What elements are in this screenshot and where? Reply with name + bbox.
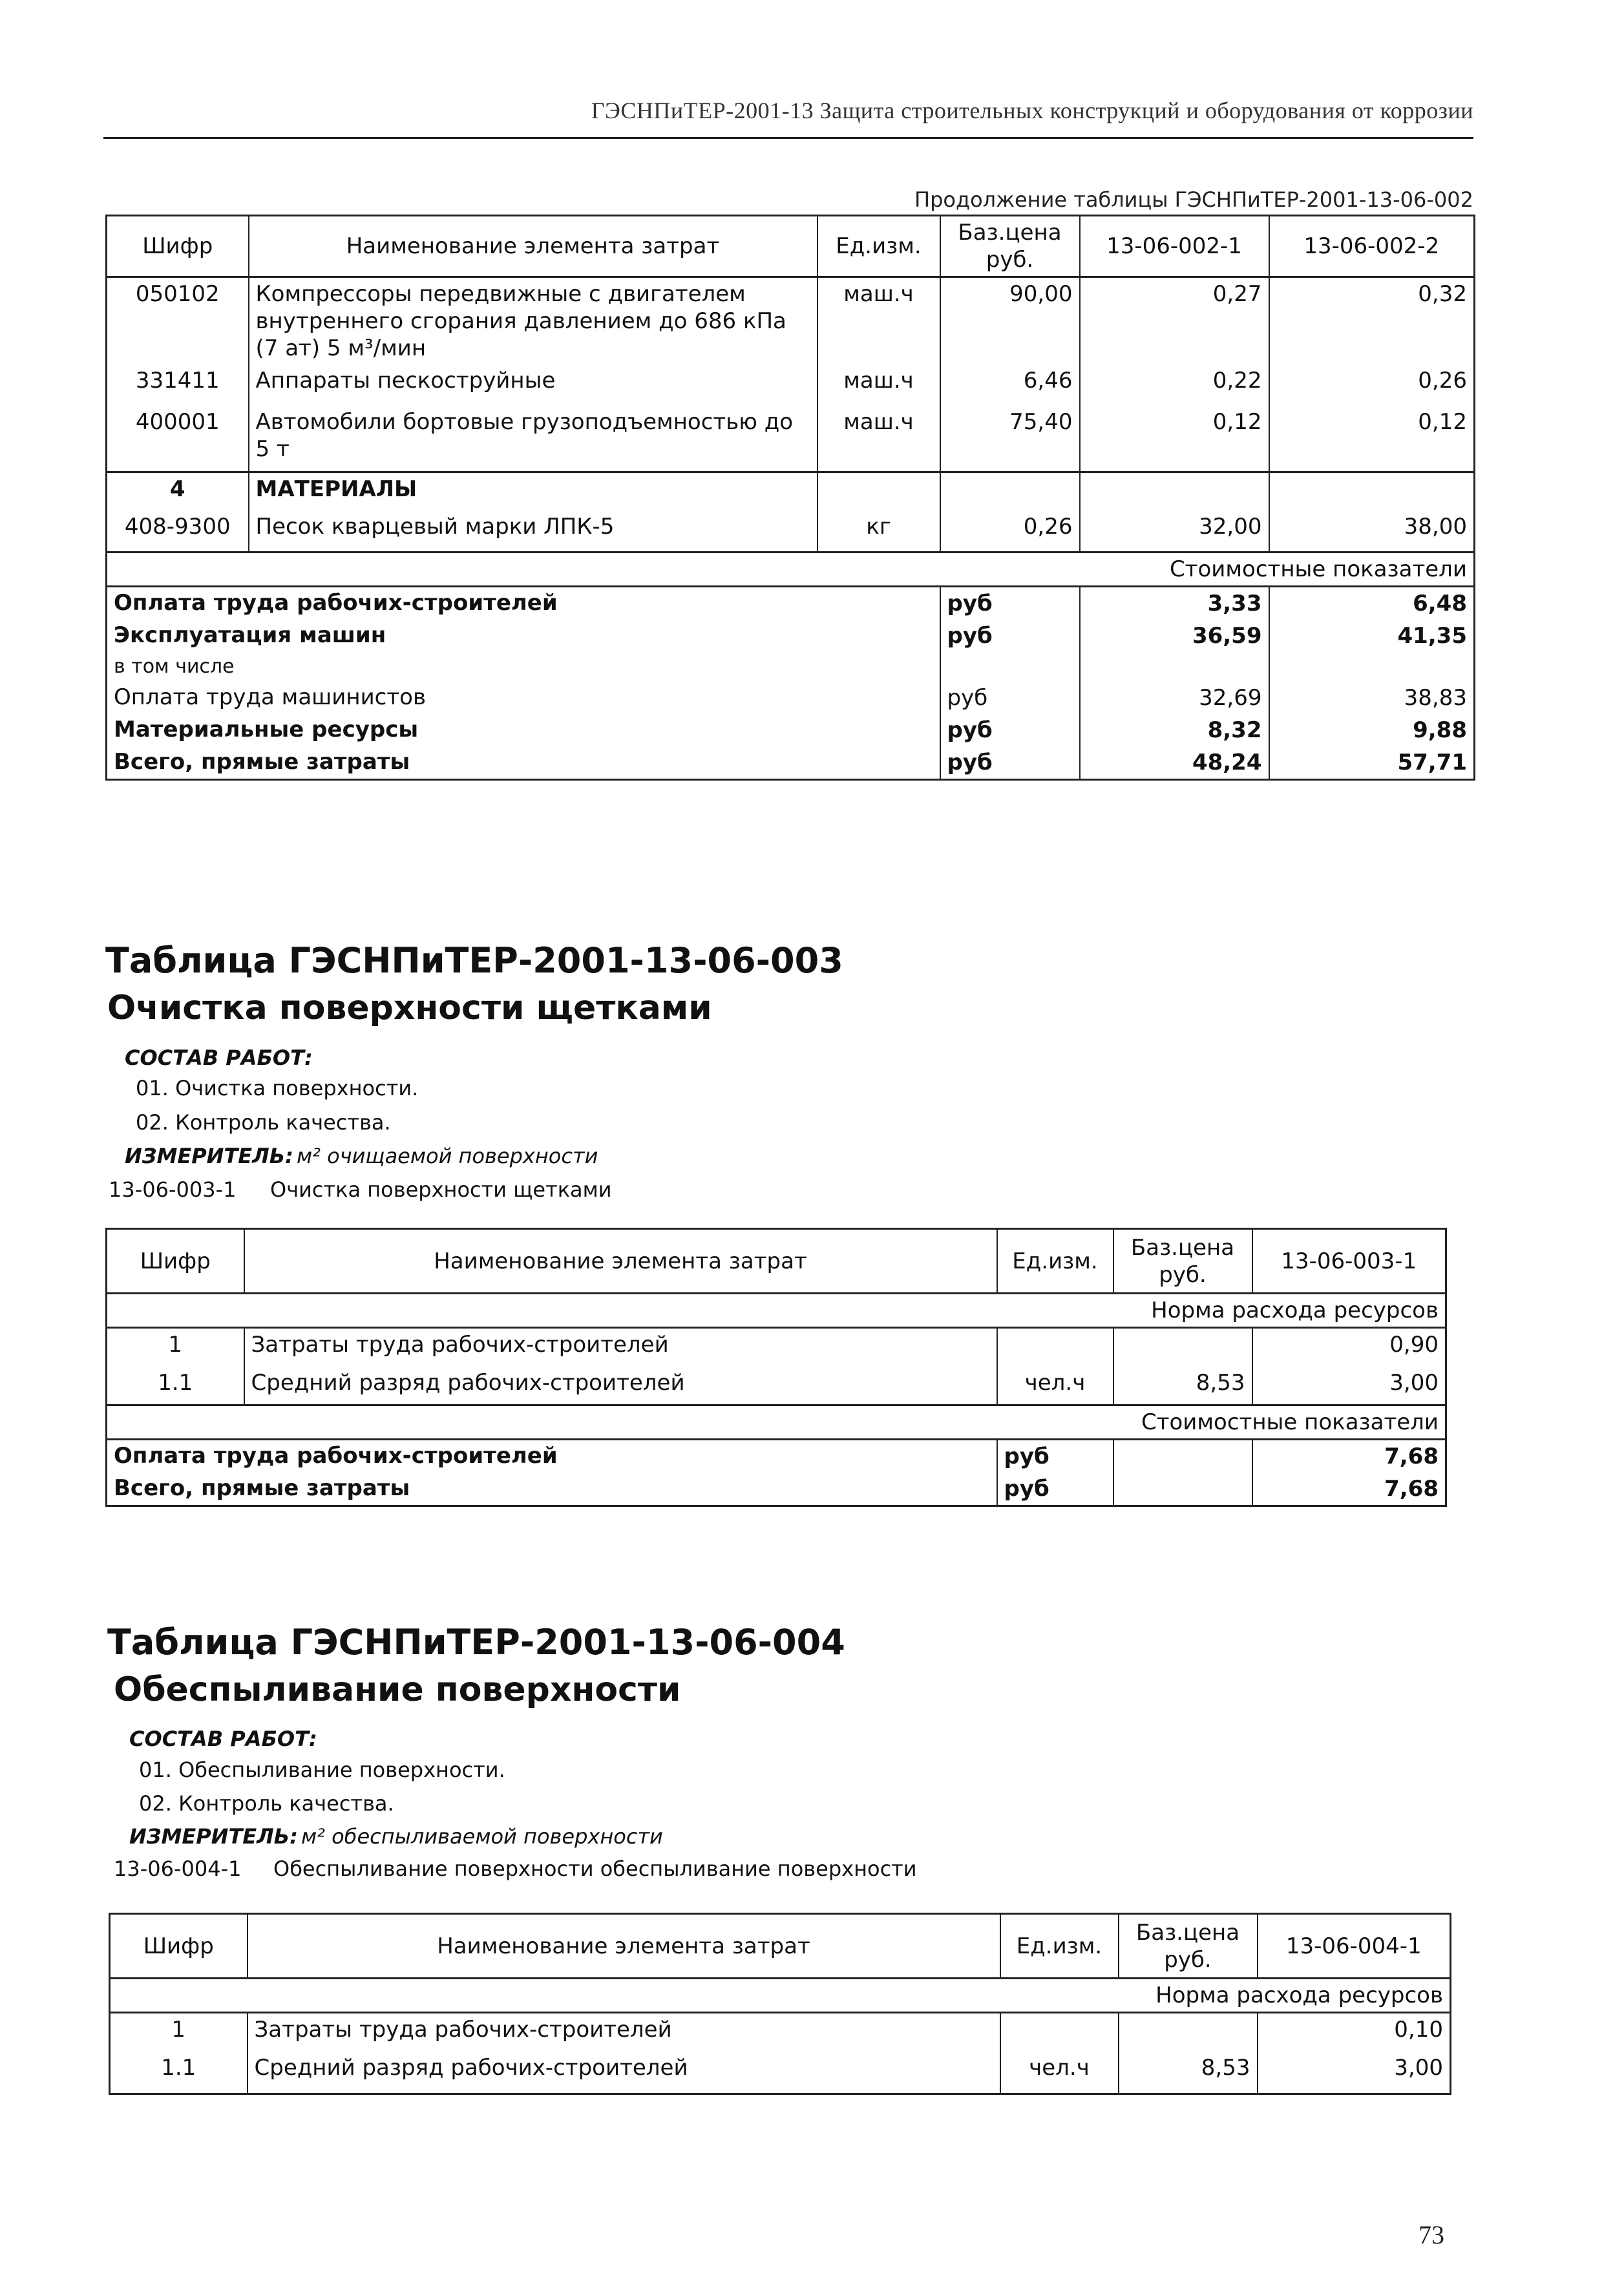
row-value-1: 0,12 xyxy=(1080,406,1269,472)
cost-value-2: 9,88 xyxy=(1269,714,1475,746)
item-name: Очистка поверхности щетками xyxy=(270,1177,612,1202)
col-header-name: Наименование элемента затрат xyxy=(248,1914,1000,1979)
row-code: 331411 xyxy=(107,364,249,406)
norm-header-row xyxy=(110,1979,1451,2013)
row-value-1 xyxy=(1080,472,1269,510)
cost-row xyxy=(107,620,1475,652)
col-header-unit: Ед.изм. xyxy=(1000,1914,1119,1979)
row-name: Автомобили бортовые грузоподъемностью до 5 т xyxy=(249,406,817,472)
row-value-1: 0,90 xyxy=(1252,1328,1446,1367)
row-name: Затраты труда рабочих-строителей xyxy=(244,1328,997,1367)
cost-price xyxy=(1113,1473,1252,1506)
cost-name: в том числе xyxy=(107,652,940,682)
cost-unit: руб xyxy=(940,586,1080,620)
row-unit xyxy=(817,472,940,510)
cost-value-1: 7,68 xyxy=(1252,1473,1446,1506)
cost-name: Оплата труда машинистов xyxy=(107,682,940,714)
row-price: 6,46 xyxy=(940,364,1080,406)
table-header-row xyxy=(107,1229,1446,1294)
row-name: Аппараты пескоструйные xyxy=(249,364,817,406)
cost-value-2: 41,35 xyxy=(1269,620,1475,652)
cost-name: Всего, прямые затраты xyxy=(107,746,940,780)
cost-header-row xyxy=(107,1405,1446,1440)
section-004-title: Таблица ГЭСНПиТЕР-2001-13-06-004 xyxy=(107,1622,845,1663)
work-item: 02. Контроль качества. xyxy=(136,1110,391,1135)
cost-name: Оплата труда рабочих-строителей xyxy=(107,1440,997,1473)
row-code: 4 xyxy=(107,472,249,510)
row-value-1: 0,10 xyxy=(1258,2013,1451,2052)
cost-unit: руб xyxy=(997,1473,1113,1506)
cost-value-1: 32,69 xyxy=(1080,682,1269,714)
row-value-2: 0,12 xyxy=(1269,406,1475,472)
table-row-section xyxy=(107,472,1475,510)
table-13-06-003 xyxy=(105,1228,1447,1507)
cost-value-2: 38,83 xyxy=(1269,682,1475,714)
composition-label: СОСТАВ РАБОТ: xyxy=(129,1727,317,1751)
row-name: Песок кварцевый марки ЛПК-5 xyxy=(249,510,817,552)
meter-line xyxy=(125,1144,598,1168)
cost-name: Всего, прямые затраты xyxy=(107,1473,997,1506)
table-13-06-004 xyxy=(109,1913,1451,2095)
cost-unit: руб xyxy=(940,746,1080,780)
table-row xyxy=(107,1328,1446,1367)
table-header-row xyxy=(107,216,1475,277)
row-code: 1 xyxy=(110,2013,248,2052)
row-code: 050102 xyxy=(107,277,249,365)
running-header: ГЭСНПиТЕР-2001-13 Защита строительных конструкций и оборудования от коррозии xyxy=(103,97,1473,139)
row-price xyxy=(1119,2013,1258,2052)
section-003-subtitle: Очистка поверхности щетками xyxy=(107,989,712,1027)
row-value-1: 3,00 xyxy=(1252,1367,1446,1405)
cost-unit xyxy=(940,652,1080,682)
item-code: 13-06-004-1 xyxy=(114,1856,242,1881)
cost-row xyxy=(107,682,1475,714)
col-header-name: Наименование элемента затрат xyxy=(249,216,817,277)
row-name: МАТЕРИАЛЫ xyxy=(249,472,817,510)
row-price: 8,53 xyxy=(1119,2052,1258,2094)
row-value-1: 32,00 xyxy=(1080,510,1269,552)
cost-price xyxy=(1113,1440,1252,1473)
table-row xyxy=(107,277,1475,365)
col-header-norm-1: 13-06-004-1 xyxy=(1258,1914,1451,1979)
cost-unit: руб xyxy=(940,620,1080,652)
row-name: Средний разряд рабочих-строителей xyxy=(244,1367,997,1405)
cost-row xyxy=(107,586,1475,620)
row-unit xyxy=(997,1328,1113,1367)
row-name: Компрессоры передвижные с двигателем внутреннего сгорания давлением до 686 кПа (7 ат) 5 м³/мин xyxy=(249,277,817,365)
table-continuation-caption: Продолжение таблицы ГЭСНПиТЕР-2001-13-06-002 xyxy=(914,187,1473,212)
cost-name: Оплата труда рабочих-строителей xyxy=(107,586,940,620)
table-row xyxy=(110,2052,1451,2094)
norm-header-row xyxy=(107,1294,1446,1328)
cost-row xyxy=(107,714,1475,746)
table-header-row xyxy=(110,1914,1451,1979)
work-item: 02. Контроль качества. xyxy=(139,1791,394,1816)
col-header-unit: Ед.изм. xyxy=(997,1229,1113,1294)
row-price: 0,26 xyxy=(940,510,1080,552)
section-004-subtitle: Обеспыливание поверхности xyxy=(114,1670,681,1709)
cost-value-1: 3,33 xyxy=(1080,586,1269,620)
cost-value-1: 7,68 xyxy=(1252,1440,1446,1473)
cost-value-1: 8,32 xyxy=(1080,714,1269,746)
cost-value-2 xyxy=(1269,652,1475,682)
meter-label: ИЗМЕРИТЕЛЬ: xyxy=(129,1824,298,1849)
row-value-2: 0,32 xyxy=(1269,277,1475,365)
cost-header-row xyxy=(107,552,1475,586)
cost-value-1 xyxy=(1080,652,1269,682)
row-unit: кг xyxy=(817,510,940,552)
meter-value: м² очищаемой поверхности xyxy=(297,1144,598,1168)
cost-unit: руб xyxy=(940,682,1080,714)
table-13-06-002-continuation xyxy=(105,215,1475,781)
col-header-norm-2: 13-06-002-2 xyxy=(1269,216,1475,277)
cost-row xyxy=(107,746,1475,780)
work-item: 01. Обеспыливание поверхности. xyxy=(139,1758,505,1782)
row-unit: маш.ч xyxy=(817,277,940,365)
row-name: Затраты труда рабочих-строителей xyxy=(248,2013,1000,2052)
col-header-unit: Ед.изм. xyxy=(817,216,940,277)
table-row xyxy=(107,1367,1446,1405)
row-code: 1.1 xyxy=(110,2052,248,2094)
row-price xyxy=(1113,1328,1252,1367)
cost-value-2: 6,48 xyxy=(1269,586,1475,620)
cost-value-1: 36,59 xyxy=(1080,620,1269,652)
row-unit xyxy=(1000,2013,1119,2052)
cost-unit: руб xyxy=(997,1440,1113,1473)
row-code: 400001 xyxy=(107,406,249,472)
col-header-code: Шифр xyxy=(110,1914,248,1979)
col-header-price: Баз.цена руб. xyxy=(1119,1914,1258,1979)
table-row xyxy=(110,2013,1451,2052)
col-header-norm-1: 13-06-002-1 xyxy=(1080,216,1269,277)
table-row xyxy=(107,364,1475,406)
row-unit: чел.ч xyxy=(1000,2052,1119,2094)
page-number: 73 xyxy=(1418,2220,1444,2249)
col-header-norm-1: 13-06-003-1 xyxy=(1252,1229,1446,1294)
row-value-2: 0,26 xyxy=(1269,364,1475,406)
col-header-name: Наименование элемента затрат xyxy=(244,1229,997,1294)
row-value-2 xyxy=(1269,472,1475,510)
row-name: Средний разряд рабочих-строителей xyxy=(248,2052,1000,2094)
row-unit: чел.ч xyxy=(997,1367,1113,1405)
table-row xyxy=(107,510,1475,552)
item-name: Обеспыливание поверхности обеспыливание поверхности xyxy=(273,1856,917,1881)
row-value-1: 0,22 xyxy=(1080,364,1269,406)
section-003-title: Таблица ГЭСНПиТЕР-2001-13-06-003 xyxy=(105,940,843,981)
cost-row xyxy=(107,1473,1446,1506)
cost-row xyxy=(107,1440,1446,1473)
col-header-price: Баз.цена руб. xyxy=(940,216,1080,277)
row-price: 90,00 xyxy=(940,277,1080,365)
cost-name: Материальные ресурсы xyxy=(107,714,940,746)
cost-unit: руб xyxy=(940,714,1080,746)
cost-header: Стоимостные показатели xyxy=(107,552,1475,586)
row-code: 408-9300 xyxy=(107,510,249,552)
cost-value-2: 57,71 xyxy=(1269,746,1475,780)
work-item: 01. Очистка поверхности. xyxy=(136,1076,419,1100)
composition-label: СОСТАВ РАБОТ: xyxy=(125,1046,313,1070)
row-value-1: 3,00 xyxy=(1258,2052,1451,2094)
row-unit: маш.ч xyxy=(817,406,940,472)
cost-row xyxy=(107,652,1475,682)
col-header-code: Шифр xyxy=(107,216,249,277)
norm-header: Норма расхода ресурсов xyxy=(110,1979,1451,2013)
row-value-1: 0,27 xyxy=(1080,277,1269,365)
row-unit: маш.ч xyxy=(817,364,940,406)
row-price: 75,40 xyxy=(940,406,1080,472)
meter-line xyxy=(129,1824,663,1849)
norm-header: Норма расхода ресурсов xyxy=(107,1294,1446,1328)
cost-value-1: 48,24 xyxy=(1080,746,1269,780)
row-price xyxy=(940,472,1080,510)
row-value-2: 38,00 xyxy=(1269,510,1475,552)
cost-header: Стоимостные показатели xyxy=(107,1405,1446,1440)
row-code: 1 xyxy=(107,1328,244,1367)
meter-value: м² обеспыливаемой поверхности xyxy=(301,1824,663,1849)
col-header-code: Шифр xyxy=(107,1229,244,1294)
row-code: 1.1 xyxy=(107,1367,244,1405)
cost-name: Эксплуатация машин xyxy=(107,620,940,652)
item-code: 13-06-003-1 xyxy=(109,1177,237,1202)
table-row xyxy=(107,406,1475,472)
col-header-price: Баз.цена руб. xyxy=(1113,1229,1252,1294)
meter-label: ИЗМЕРИТЕЛЬ: xyxy=(125,1144,293,1168)
row-price: 8,53 xyxy=(1113,1367,1252,1405)
